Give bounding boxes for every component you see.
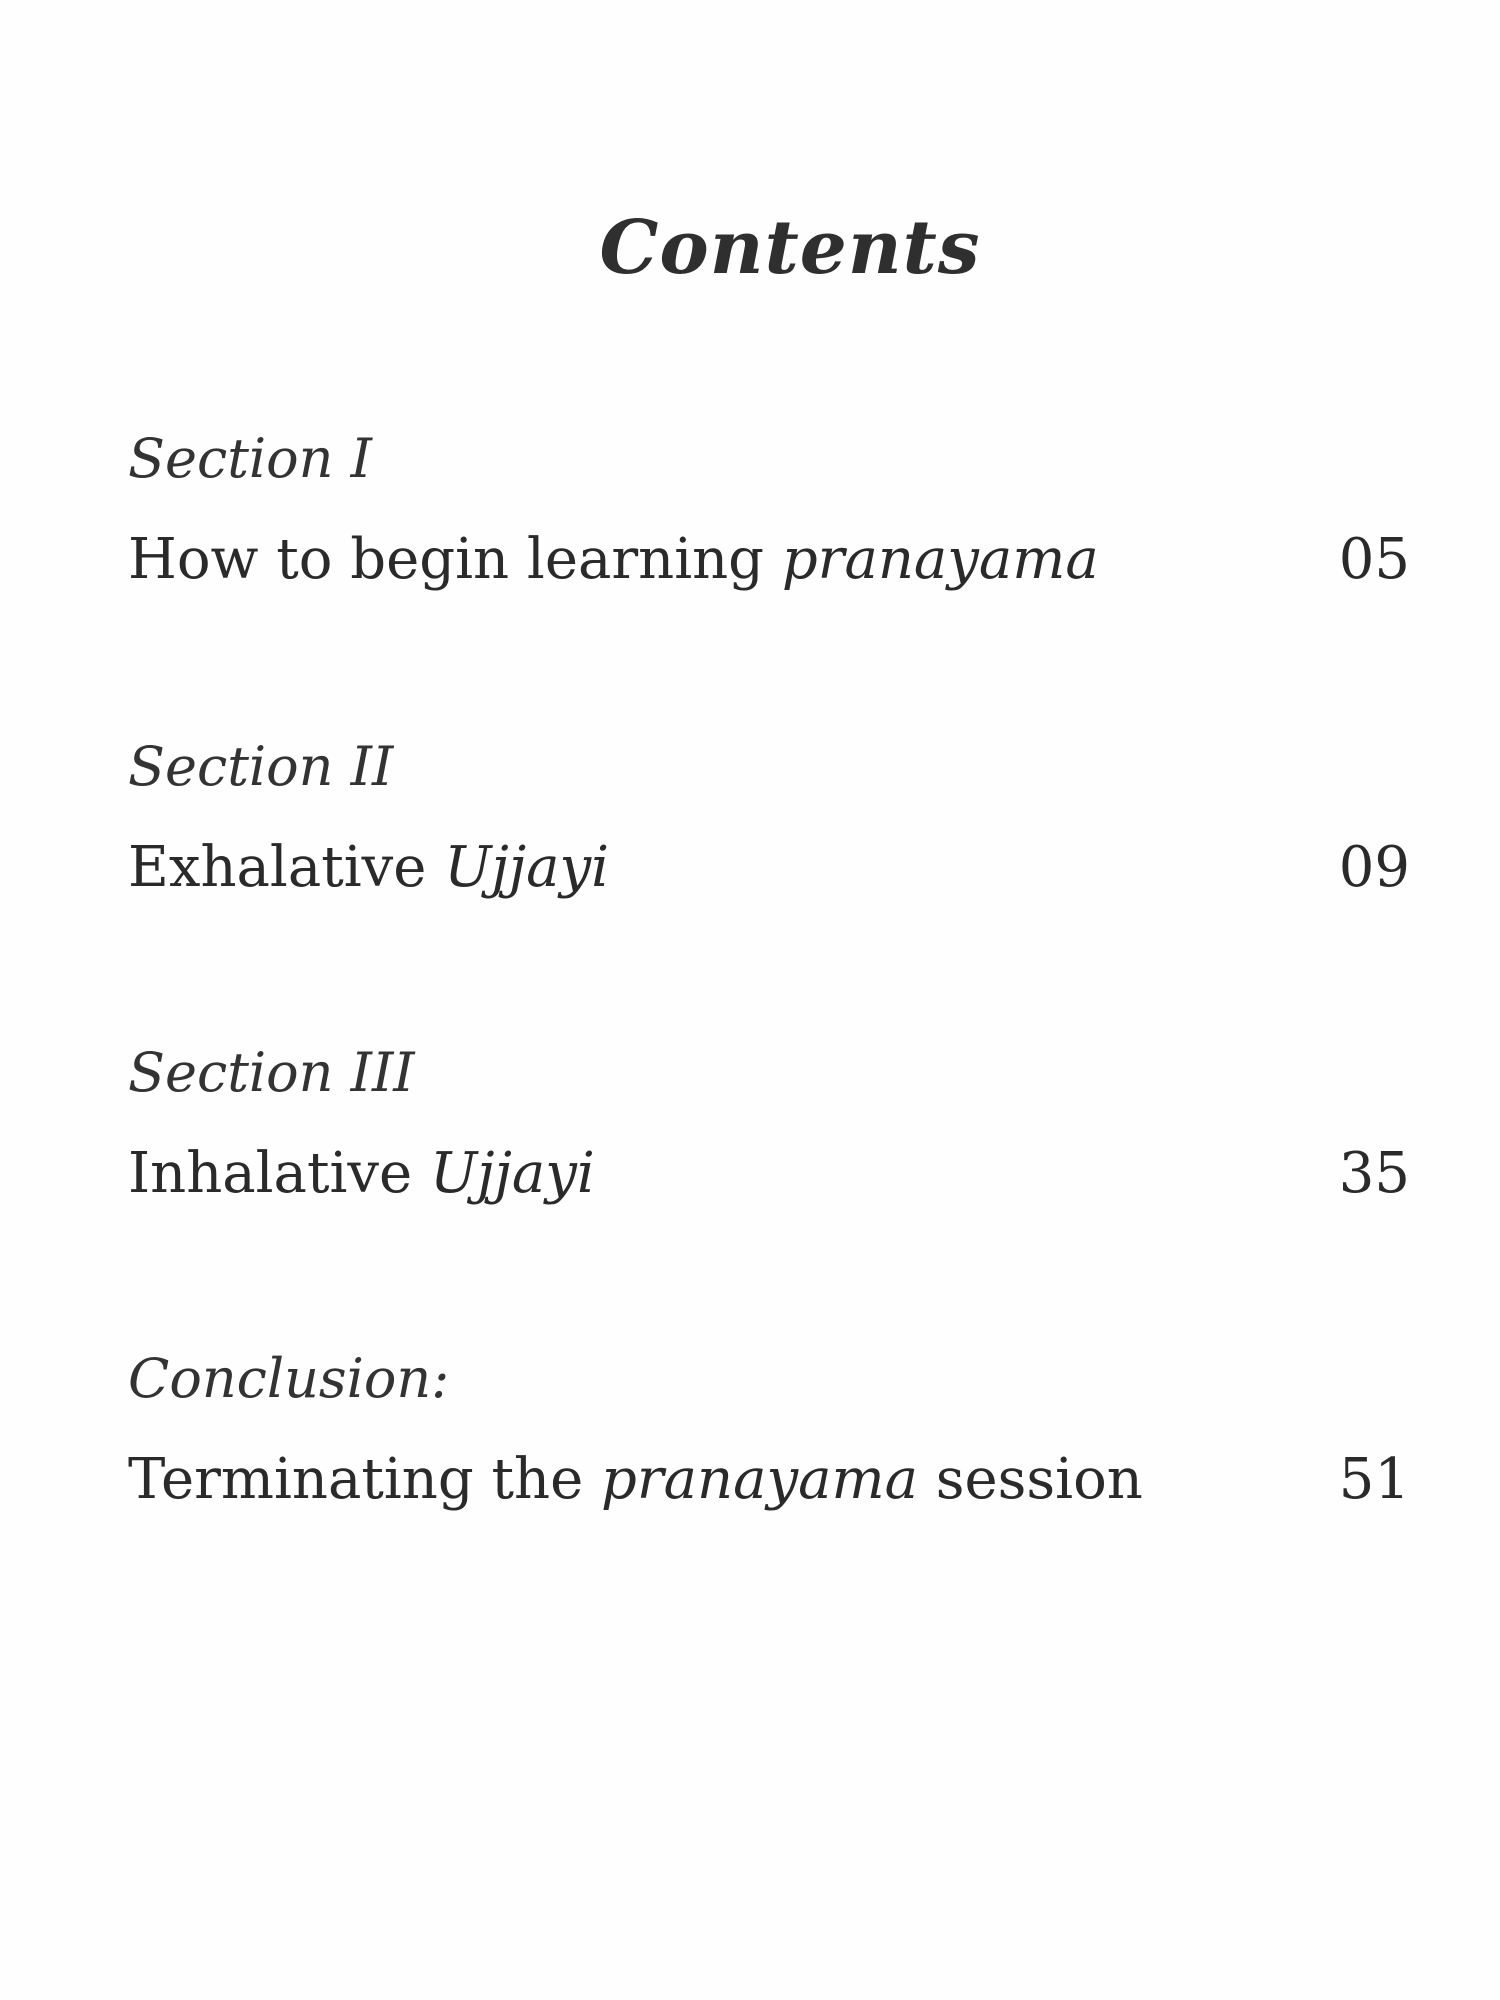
section-label: Section II	[128, 735, 394, 798]
page-number: 51	[1338, 1447, 1410, 1512]
entry-title	[128, 527, 1099, 592]
entry-title	[128, 835, 610, 900]
page-number: 09	[1338, 835, 1410, 900]
entry-title	[128, 1141, 595, 1206]
entry-title-text: Exhalative	[128, 835, 445, 900]
entry-title-text: How to begin learning	[128, 527, 782, 592]
entry-title	[128, 1447, 1143, 1512]
entry-title-italic-text: pranayama	[601, 1447, 918, 1512]
section-label: Conclusion:	[128, 1347, 450, 1410]
entry-title-italic-text: Ujjayi	[429, 1141, 595, 1206]
entry-title-italic-text: pranayama	[781, 527, 1099, 592]
entry-title-italic-text: Ujjayi	[444, 835, 610, 900]
entry-title-text: Terminating the	[128, 1447, 602, 1512]
entry-title-text: Inhalative	[128, 1141, 430, 1206]
toc-row	[128, 835, 1410, 904]
toc-row	[128, 527, 1410, 596]
section-label: Section III	[128, 1041, 415, 1104]
section-label: Section I	[128, 427, 372, 490]
toc-entry-section-3	[128, 1041, 1410, 1210]
entry-title-text: session	[918, 1447, 1143, 1512]
toc-entry-conclusion	[128, 1347, 1410, 1516]
page-title: Contents	[599, 205, 981, 291]
toc-row	[128, 1447, 1410, 1516]
toc-row	[128, 1141, 1410, 1210]
toc-entry-section-2	[128, 735, 1410, 904]
toc-entry-section-1	[128, 427, 1410, 596]
page-number: 35	[1338, 1141, 1410, 1206]
page-number: 05	[1338, 527, 1410, 592]
